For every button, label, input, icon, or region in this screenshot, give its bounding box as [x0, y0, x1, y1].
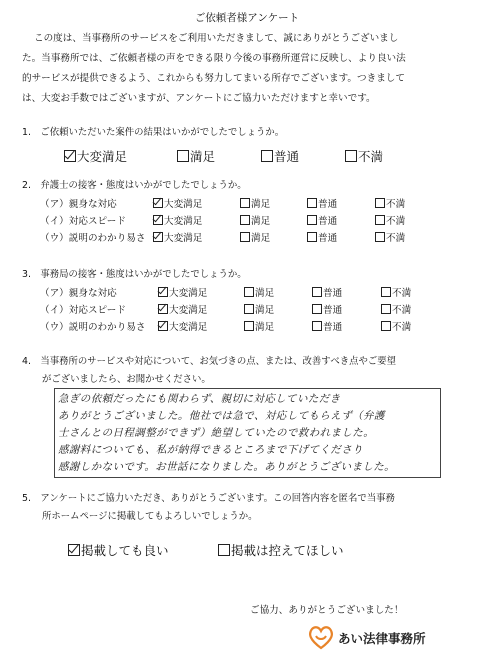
checkbox-icon[interactable] — [244, 287, 254, 297]
q2-row2-very-satisfied[interactable] — [153, 213, 202, 227]
checkbox-icon[interactable] — [244, 321, 254, 331]
option-label: 大変満足 — [164, 233, 203, 244]
q3-row2-very-satisfied[interactable] — [158, 302, 207, 316]
q2-row3-satisfied[interactable] — [240, 230, 270, 244]
question-4-line-1: 4. 当事務所のサービスや対応について、お気づきの点、または、改善すべき点やご要望 — [22, 356, 397, 367]
option-label: 大変満足 — [164, 216, 203, 227]
question-1: 1. ご依頼いただいた案件の結果はいかがでしたでしょうか。 — [22, 127, 285, 138]
option-label: 満足 — [255, 305, 275, 316]
intro-line-4: は、大変お手数ではございますが、アンケートにご協力いただけますと幸いです。 — [22, 93, 376, 104]
option-label: 掲載は控えてほしい — [231, 543, 344, 558]
checkbox-icon[interactable] — [312, 287, 322, 297]
survey-title: ご依頼者様アンケート — [194, 12, 300, 24]
firm-logo — [306, 622, 456, 652]
checkbox-checked-icon[interactable] — [68, 544, 80, 556]
option-label: 不満 — [392, 305, 412, 316]
option-label: 大変満足 — [169, 322, 208, 333]
q2-row1-normal[interactable] — [307, 196, 337, 210]
checkbox-icon[interactable] — [381, 304, 391, 314]
option-label: 不満 — [392, 322, 412, 333]
checkbox-icon[interactable] — [307, 198, 317, 208]
option-label: 満足 — [251, 216, 271, 227]
q2-row1-very-satisfied[interactable] — [153, 196, 202, 210]
checkbox-icon[interactable] — [381, 287, 391, 297]
checkbox-icon[interactable] — [244, 304, 254, 314]
q2-row3-dissatisfied[interactable] — [375, 230, 405, 244]
option-label: 満足 — [255, 322, 275, 333]
q3-row3-dissatisfied[interactable] — [381, 319, 411, 333]
q3-row2-dissatisfied[interactable] — [381, 302, 411, 316]
option-label: 満足 — [190, 149, 216, 164]
checkbox-icon[interactable] — [240, 198, 250, 208]
option-label: 掲載しても良い — [81, 543, 169, 558]
checkbox-icon[interactable] — [307, 215, 317, 225]
q3-row2-satisfied[interactable] — [244, 302, 274, 316]
q3-row3-normal[interactable] — [312, 319, 342, 333]
intro-line-3: 的サービスが提供できるよう、これからも努力してまいる所存でございます。つきまして — [22, 73, 405, 84]
heart-logo-icon — [306, 622, 336, 652]
question-5-line-1: 5. アンケートにご協力いただき、ありがとうございます。この回答内容を匿名で当事務 — [22, 493, 395, 504]
checkbox-icon[interactable] — [307, 232, 317, 242]
intro-line-2: た。当事務所では、ご依頼者様の声をできる限り今後の事務所運営に反映し、より良い法 — [22, 53, 406, 64]
q2-row3-very-satisfied[interactable] — [153, 230, 202, 244]
checkbox-checked-icon[interactable] — [158, 287, 168, 297]
checkbox-icon[interactable] — [177, 150, 189, 162]
q5-option-allow[interactable] — [68, 541, 169, 559]
option-label: 普通 — [323, 322, 343, 333]
checkbox-checked-icon[interactable] — [158, 304, 168, 314]
q1-option-very-satisfied[interactable] — [64, 147, 127, 165]
checkbox-icon[interactable] — [375, 232, 385, 242]
q3-row-label: （イ）対応スピード — [40, 305, 126, 316]
option-label: 不満 — [386, 199, 406, 210]
question-3: 3. 事務局の接客・態度はいかがでしたでしょうか。 — [22, 269, 247, 280]
checkbox-checked-icon[interactable] — [153, 215, 163, 225]
q3-row3-very-satisfied[interactable] — [158, 319, 207, 333]
option-label: 大変満足 — [169, 288, 208, 299]
firm-name: あい法律事務所 — [338, 631, 426, 646]
intro-line-1: この度は、当事務所のサービスをご利用いただきまして、誠にありがとうございまし — [34, 33, 399, 44]
q1-option-satisfied[interactable] — [177, 147, 215, 165]
option-label: 満足 — [251, 233, 271, 244]
option-label: 普通 — [318, 233, 338, 244]
handwritten-answer-line-5: 感謝しかないです。お世話になりました。ありがとうございました。 — [58, 461, 396, 473]
q1-option-normal[interactable] — [261, 147, 299, 165]
q2-row3-normal[interactable] — [307, 230, 337, 244]
checkbox-checked-icon[interactable] — [64, 150, 76, 162]
option-label: 普通 — [274, 149, 300, 164]
handwritten-answer-line-1: 急ぎの依頼だったにも関わらず、親切に対応していただき — [58, 393, 341, 405]
checkbox-icon[interactable] — [375, 198, 385, 208]
checkbox-icon[interactable] — [240, 215, 250, 225]
question-5-line-2: 所ホームページに掲載してもよろしいでしょうか。 — [42, 511, 258, 522]
q2-row1-dissatisfied[interactable] — [375, 196, 405, 210]
question-2: 2. 弁護士の接客・態度はいかがでしたでしょうか。 — [22, 180, 247, 191]
option-label: 大変満足 — [77, 149, 128, 164]
option-label: 大変満足 — [169, 305, 208, 316]
checkbox-icon[interactable] — [312, 304, 322, 314]
q2-row2-normal[interactable] — [307, 213, 337, 227]
q3-row3-satisfied[interactable] — [244, 319, 274, 333]
q3-row1-very-satisfied[interactable] — [158, 285, 207, 299]
q2-row-label: （ア）親身な対応 — [40, 199, 117, 210]
q3-row-label: （ア）親身な対応 — [40, 288, 117, 299]
option-label: 不満 — [358, 149, 384, 164]
checkbox-icon[interactable] — [381, 321, 391, 331]
q5-option-decline[interactable] — [218, 541, 344, 559]
q2-row-label: （イ）対応スピード — [40, 216, 126, 227]
closing-message: ご協力、ありがとうございました！ — [250, 605, 404, 616]
checkbox-checked-icon[interactable] — [153, 198, 163, 208]
q2-row1-satisfied[interactable] — [240, 196, 270, 210]
q1-option-dissatisfied[interactable] — [345, 147, 383, 165]
q3-row2-normal[interactable] — [312, 302, 342, 316]
handwritten-answer-line-4: 感謝料についても、私が納得できるところまで下げてくださり — [58, 444, 363, 456]
option-label: 普通 — [318, 216, 338, 227]
checkbox-checked-icon[interactable] — [153, 232, 163, 242]
q2-row-label: （ウ）説明のわかり易さ — [40, 233, 146, 244]
checkbox-icon[interactable] — [218, 544, 230, 556]
q3-row1-normal[interactable] — [312, 285, 342, 299]
option-label: 満足 — [251, 199, 271, 210]
q3-row1-dissatisfied[interactable] — [381, 285, 411, 299]
q3-row-label: （ウ）説明のわかり易さ — [40, 322, 146, 333]
option-label: 普通 — [323, 305, 343, 316]
checkbox-icon[interactable] — [240, 232, 250, 242]
checkbox-checked-icon[interactable] — [158, 321, 168, 331]
checkbox-icon[interactable] — [345, 150, 357, 162]
checkbox-icon[interactable] — [375, 215, 385, 225]
option-label: 大変満足 — [164, 199, 203, 210]
handwritten-answer-line-2: ありがとうございました。他社では急で、対応してもらえず（弁護 — [58, 410, 385, 422]
option-label: 不満 — [392, 288, 412, 299]
handwritten-answer-line-3: 士さんとの日程調整ができず）絶望していたので救われました。 — [58, 427, 375, 439]
option-label: 不満 — [386, 216, 406, 227]
option-label: 不満 — [386, 233, 406, 244]
option-label: 普通 — [318, 199, 338, 210]
question-4-line-2: がございましたら、お聞かせください。 — [42, 374, 211, 385]
checkbox-icon[interactable] — [261, 150, 273, 162]
option-label: 普通 — [323, 288, 343, 299]
q2-row2-dissatisfied[interactable] — [375, 213, 405, 227]
checkbox-icon[interactable] — [312, 321, 322, 331]
q2-row2-satisfied[interactable] — [240, 213, 270, 227]
option-label: 満足 — [255, 288, 275, 299]
q3-row1-satisfied[interactable] — [244, 285, 274, 299]
